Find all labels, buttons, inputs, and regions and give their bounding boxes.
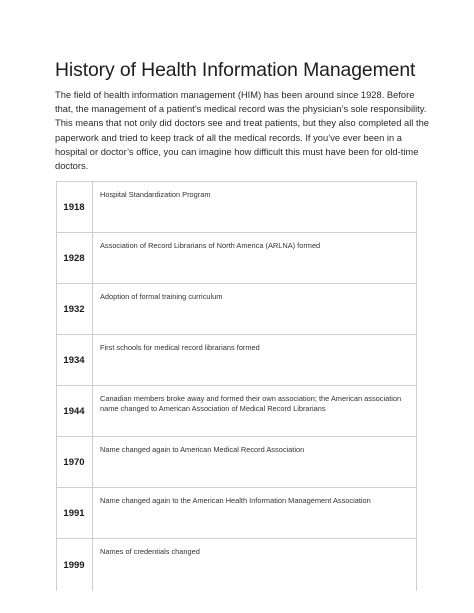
timeline-year: 1918 (57, 182, 93, 233)
timeline-row (57, 233, 417, 284)
timeline-year: 1944 (57, 386, 93, 437)
timeline-year: 1970 (57, 437, 93, 488)
timeline-event: Association of Record Librarians of North America (ARLNA) formed (93, 233, 417, 284)
timeline-event: First schools for medical record librarians formed (93, 335, 417, 386)
timeline-event: Adoption of formal training curriculum (93, 284, 417, 335)
timeline-year: 1999 (57, 539, 93, 592)
timeline-row (57, 182, 417, 233)
timeline-row (57, 539, 417, 592)
timeline-event: Name changed again to American Medical Record Association (93, 437, 417, 488)
page-title: History of Health Information Management (55, 59, 416, 81)
timeline-event: Canadian members broke away and formed their own association; the American association name changed to American Association of Medical Record Librarians (93, 386, 417, 437)
timeline-row (57, 437, 417, 488)
intro-paragraph: The field of health information management (HIM) has been around since 1928. Before that, the management of a patient’s medical record was the physician’s sole responsibility. This means that not only did doctors see and treat patients, but they also completed all the paperwork and tried to keep track of all the medical records. If you’ve ever been in a hospital or doctor’s office, you can imagine how difficult this must have been for old-time doctors. (55, 90, 429, 172)
timeline-year: 1991 (57, 488, 93, 539)
timeline-row (57, 284, 417, 335)
timeline-year: 1928 (57, 233, 93, 284)
timeline-table (56, 181, 417, 591)
timeline-year: 1934 (57, 335, 93, 386)
timeline-event: Name changed again to the American Health Information Management Association (93, 488, 417, 539)
timeline-event: Names of credentials changed (93, 539, 417, 592)
timeline-row (57, 386, 417, 437)
timeline-event: Hospital Standardization Program (93, 182, 417, 233)
timeline-year: 1932 (57, 284, 93, 335)
timeline-row (57, 488, 417, 539)
timeline-row (57, 335, 417, 386)
